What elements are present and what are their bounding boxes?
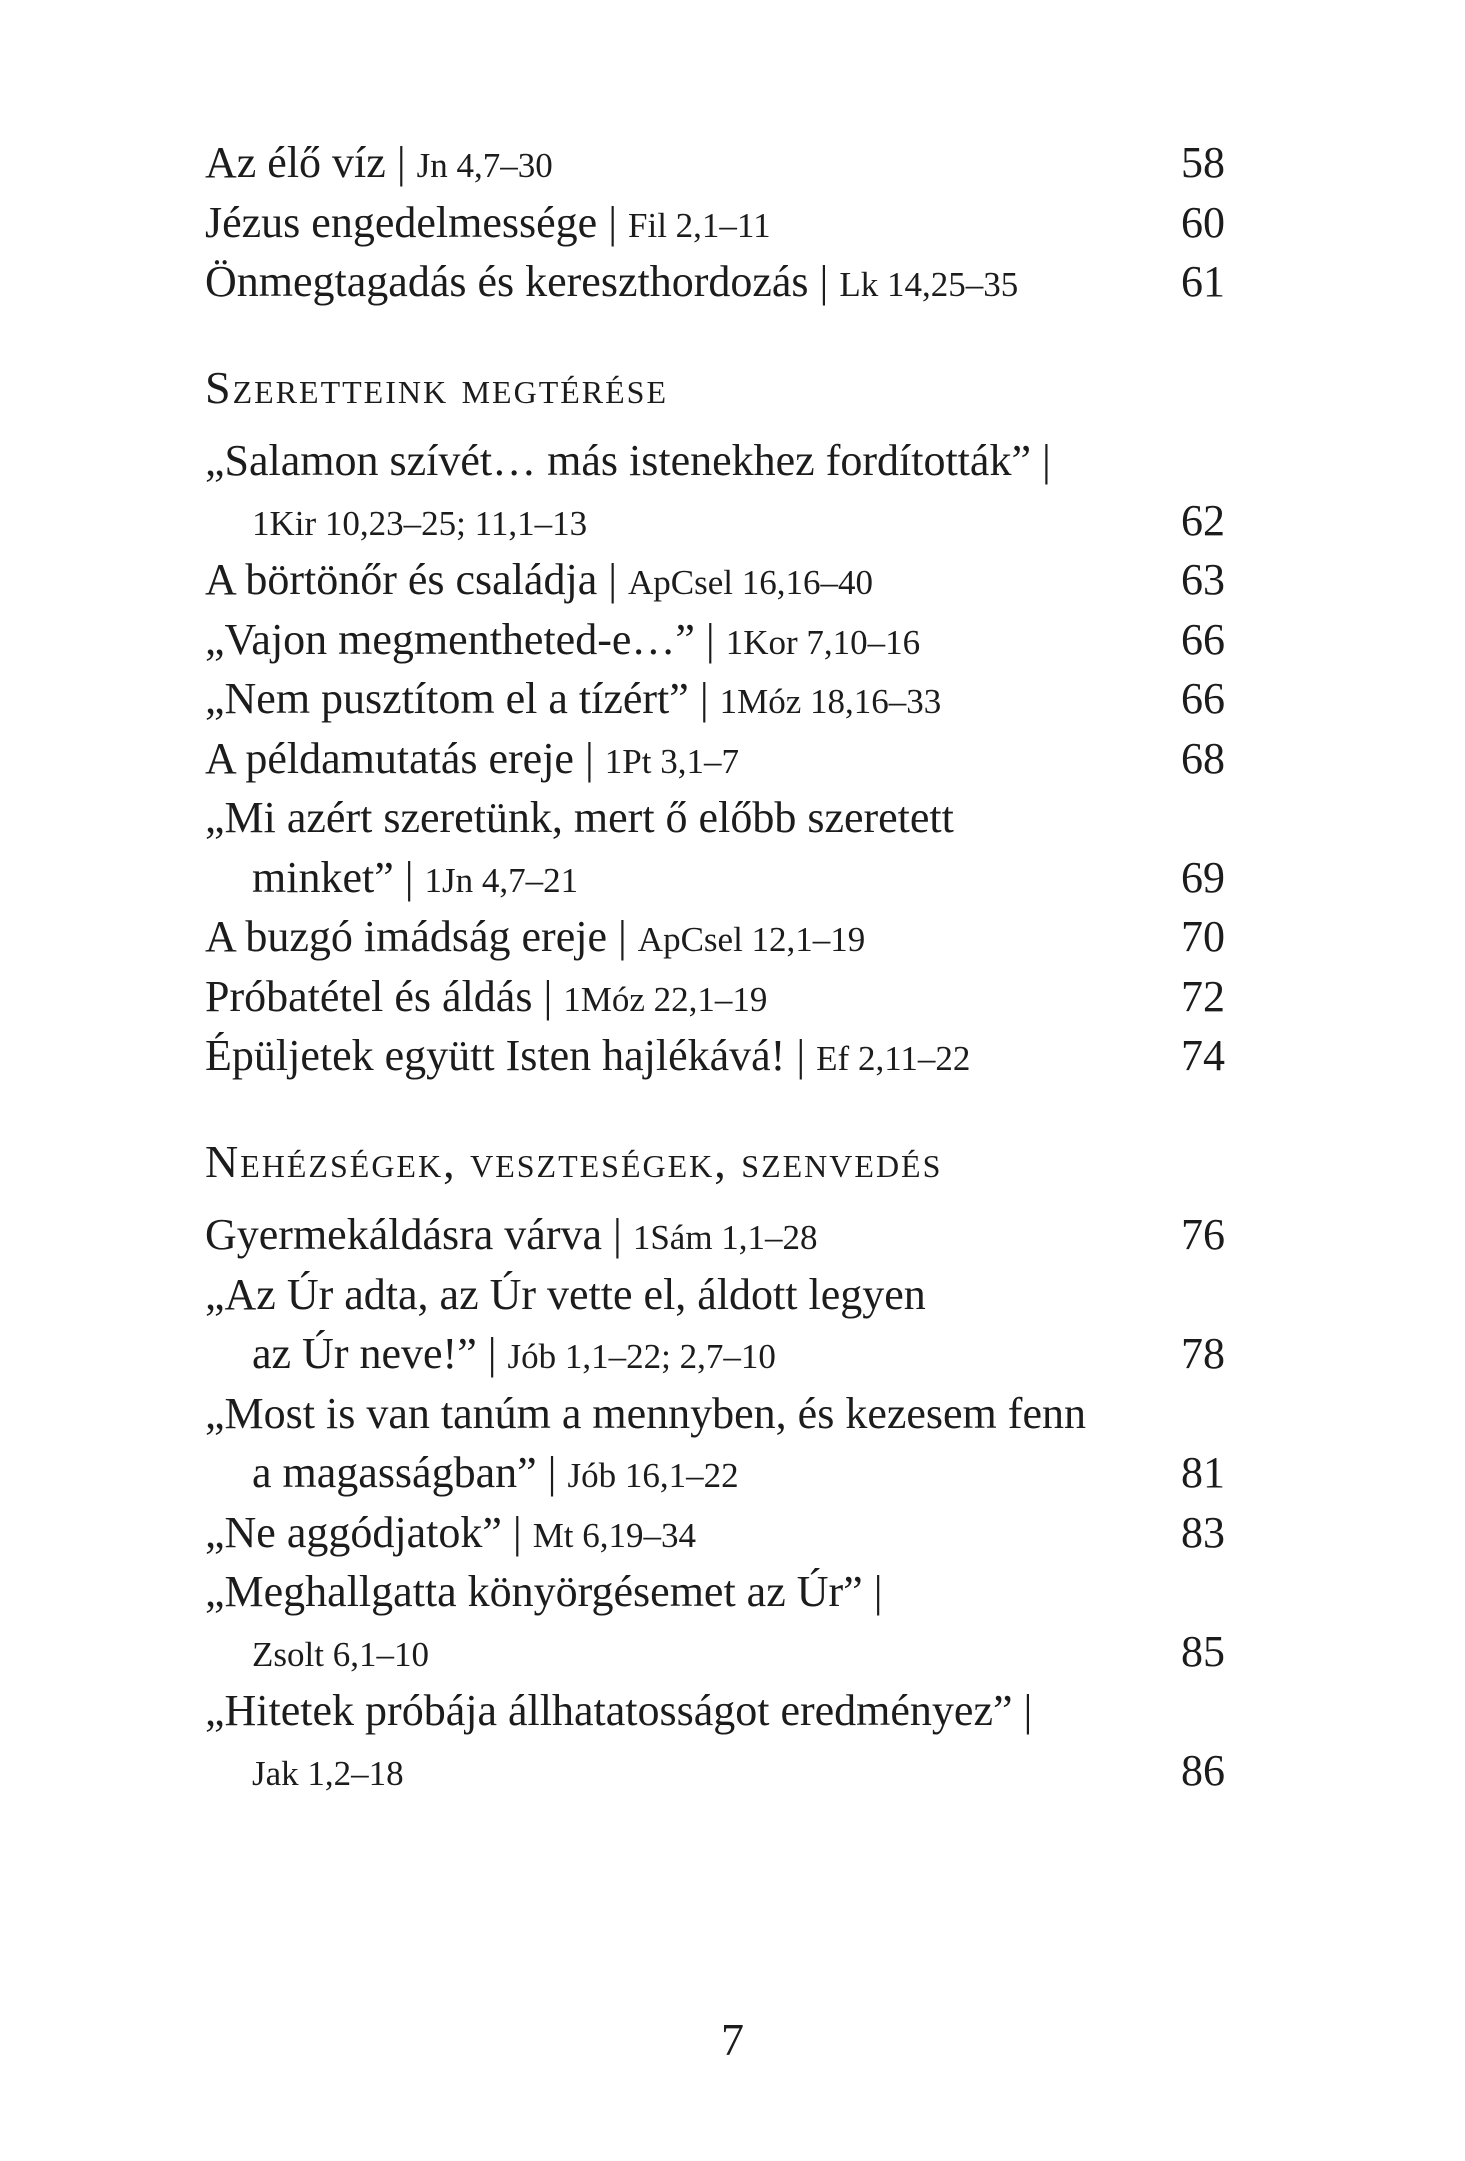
entry-title: „Nem pusztítom el a tízért” [205, 674, 689, 723]
toc-entry: a magasságban” | Jób 16,1–22 81 [205, 1443, 1225, 1503]
entry-title: „Most is van tanúm a mennyben, és kezesem fenn [205, 1388, 1086, 1438]
page-ref: 60 [1181, 197, 1225, 247]
bible-reference: Fil 2,1–11 [628, 205, 771, 245]
page-ref: 70 [1181, 912, 1225, 961]
toc-entry: „Nem pusztítom el a tízért” | 1Móz 18,16–33 66 [205, 669, 1225, 729]
toc-entry: minket” | 1Jn 4,7–21 69 [205, 848, 1225, 908]
entry-title: „Az Úr adta, az Úr vette el, áldott legyen [205, 1269, 926, 1319]
bible-reference: Lk 14,25–35 [839, 265, 1019, 304]
page-ref: 61 [1181, 257, 1225, 306]
bible-reference: ApCsel 12,1–19 [637, 920, 866, 959]
page-ref: 63 [1181, 555, 1225, 604]
page-ref: 86 [1181, 1745, 1225, 1795]
toc-entry: A buzgó imádság ereje | ApCsel 12,1–19 70 [205, 907, 1225, 967]
toc-entry: A példamutatás ereje | 1Pt 3,1–7 68 [205, 729, 1225, 789]
bible-reference: 1Móz 18,16–33 [719, 682, 942, 721]
entry-title: „Meghallgatta könyörgésemet az Úr” | [205, 1567, 883, 1616]
toc-entry [205, 788, 1225, 848]
bible-reference: 1Kor 7,10–16 [725, 622, 921, 662]
page-ref: 66 [1181, 614, 1225, 664]
toc-entry [205, 1681, 1225, 1741]
toc-entry [205, 1622, 1225, 1682]
page-ref: 78 [1181, 1329, 1225, 1378]
toc-entry [205, 1384, 1225, 1444]
entry-title: Próbatétel és áldás [205, 971, 533, 1021]
page-ref: 68 [1181, 733, 1225, 783]
entry-title: „Vajon megmentheted-e…” [205, 614, 695, 664]
page-ref: 83 [1181, 1507, 1225, 1557]
bible-reference: 1Pt 3,1–7 [604, 741, 739, 781]
toc-entry: „Vajon megmentheted-e…” | 1Kor 7,10–16 66 [205, 610, 1225, 670]
bible-reference: 1Móz 22,1–19 [563, 979, 768, 1019]
entry-title: Jézus engedelmessége [205, 197, 598, 247]
bible-reference: 1Kir 10,23–25; 11,1–13 [252, 503, 588, 543]
entry-title: a magasságban” [252, 1448, 537, 1497]
section-heading: Nehézségek, veszteségek, szenvedés [205, 1135, 943, 1187]
page-number: 7 [721, 2014, 744, 2065]
entry-title: A börtönőr és családja [205, 555, 598, 604]
toc-entry [205, 1265, 1225, 1325]
entry-title: „Ne aggódjatok” [205, 1507, 502, 1557]
page-ref: 76 [1181, 1210, 1225, 1259]
toc-entry: „Ne aggódjatok” | Mt 6,19–34 83 [205, 1503, 1225, 1563]
page-ref: 58 [1181, 138, 1225, 187]
page-ref: 69 [1181, 852, 1225, 902]
entry-title: „Salamon szívét… más istenekhez fordították” | [205, 436, 1051, 485]
page-ref: 81 [1181, 1448, 1225, 1497]
bible-reference: Jn 4,7–30 [416, 146, 553, 185]
entry-title: „Hitetek próbája állhatatosságot eredményez” | [205, 1686, 1033, 1735]
entry-title: az Úr neve!” [252, 1329, 477, 1378]
page-ref: 74 [1181, 1031, 1225, 1080]
bible-reference: Mt 6,19–34 [532, 1515, 697, 1555]
entry-title: minket” [252, 852, 394, 902]
bible-reference: Ef 2,11–22 [816, 1039, 971, 1078]
toc-entry [205, 1562, 1225, 1622]
section-heading: Szeretteink megtérése [205, 361, 669, 413]
bible-reference: 1Sám 1,1–28 [632, 1218, 818, 1257]
entry-title: A példamutatás ereje [205, 733, 574, 783]
toc-entry: az Úr neve!” | Jób 1,1–22; 2,7–10 78 [205, 1324, 1225, 1384]
page-ref: 72 [1181, 971, 1225, 1021]
toc-entry: Próbatétel és áldás | 1Móz 22,1–19 72 [205, 967, 1225, 1027]
entry-title: Gyermekáldásra várva [205, 1210, 603, 1259]
bible-reference: Jak 1,2–18 [252, 1753, 404, 1793]
toc-entry [205, 491, 1225, 551]
bible-reference: 1Jn 4,7–21 [424, 860, 579, 900]
toc-entry: Gyermekáldásra várva | 1Sám 1,1–28 76 [205, 1205, 1225, 1265]
entry-title: Önmegtagadás és kereszthordozás [205, 257, 809, 306]
bible-reference: ApCsel 16,16–40 [628, 563, 874, 602]
page-ref: 66 [1181, 674, 1225, 723]
toc-entry: Önmegtagadás és kereszthordozás | Lk 14,25–35 61 [205, 252, 1225, 312]
toc-entry: Az élő víz | Jn 4,7–30 58 [205, 133, 1225, 193]
page-ref: 62 [1181, 495, 1225, 545]
entry-title: Épüljetek együtt Isten hajlékává! [205, 1031, 786, 1080]
bible-reference: Jób 16,1–22 [567, 1456, 739, 1495]
page-ref: 85 [1181, 1626, 1225, 1676]
entry-title: „Mi azért szeretünk, mert ő előbb szeretett [205, 793, 954, 842]
bible-reference: Zsolt 6,1–10 [252, 1634, 429, 1674]
toc-entry [205, 1741, 1225, 1801]
toc-entry [205, 431, 1225, 491]
toc-entry: A börtönőr és családja | ApCsel 16,16–40 63 [205, 550, 1225, 610]
entry-title: Az élő víz [205, 138, 386, 187]
toc-entry: Épüljetek együtt Isten hajlékává! | Ef 2,11–22 74 [205, 1026, 1225, 1086]
toc-entry: Jézus engedelmessége | Fil 2,1–11 60 [205, 193, 1225, 253]
bible-reference: Jób 1,1–22; 2,7–10 [507, 1337, 776, 1376]
entry-title: A buzgó imádság ereje [205, 912, 607, 961]
